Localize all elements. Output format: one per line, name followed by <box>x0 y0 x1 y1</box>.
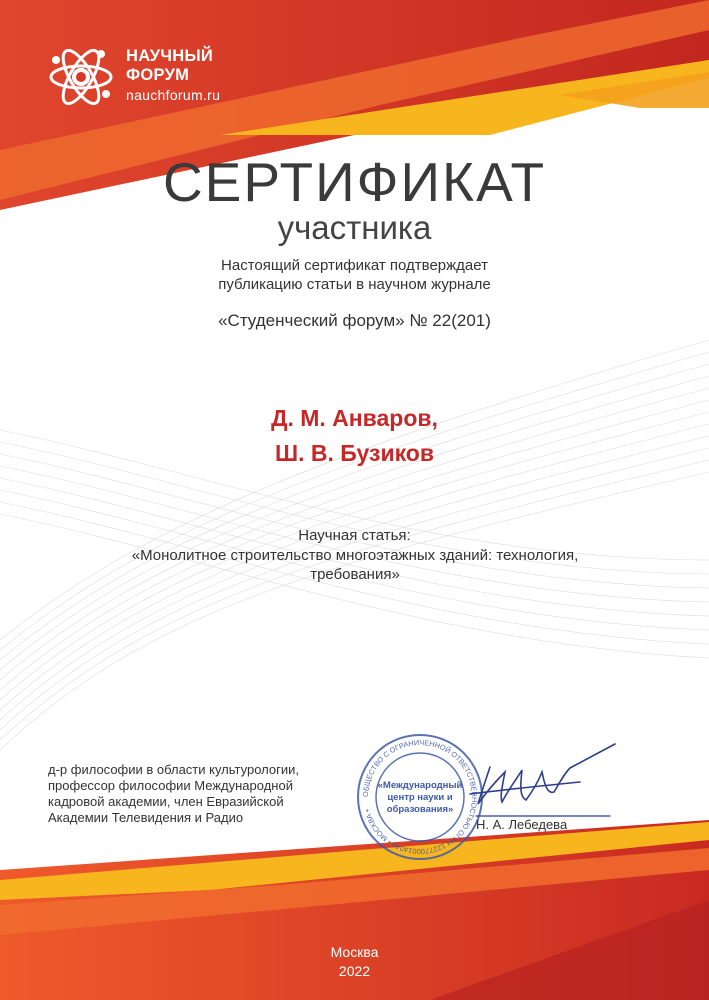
author-name: Ш. В. Бузиков <box>275 440 434 466</box>
authors <box>0 401 709 471</box>
signatory-line: Академии Телевидения и Радио <box>48 810 244 825</box>
logo-url: nauchforum.ru <box>126 87 221 103</box>
article-title-line-1: «Монолитное строительство многоэтажных зданий: технология, <box>131 547 579 564</box>
footer-city: Москва <box>330 944 379 960</box>
stamp-ring-text: ОБЩЕСТВО С ОГРАНИЧЕННОЙ ОТВЕТСТВЕННОСТЬЮ ОГРН 1227700014049 • МОСКВА • <box>360 737 480 857</box>
logo-name-line1: НАУЧНЫЙ <box>126 47 214 65</box>
signatory-line: профессор философии Международной <box>48 778 293 793</box>
stamp-center-line: «Международный <box>377 780 463 791</box>
certificate-title: СЕРТИФИКАТ <box>162 151 547 213</box>
handwritten-signature <box>460 742 620 822</box>
stamp-center-line: центр науки и <box>387 792 453 803</box>
confirmation-line-2: публикацию статьи в научном журнале <box>218 276 491 293</box>
certificate-subtitle: участника <box>277 209 432 246</box>
signatory-description <box>48 762 368 826</box>
signatory-name: Н. А. Лебедева <box>476 817 568 832</box>
logo-name <box>126 47 213 85</box>
signatory-line: кадровой академии, член Евразийской <box>48 794 284 809</box>
article-title-line-2: требования» <box>310 566 400 583</box>
confirmation-text <box>0 256 709 294</box>
footer-year: 2022 <box>338 963 371 979</box>
article-title <box>70 546 640 584</box>
logo <box>46 42 246 112</box>
journal-name: «Студенческий форум» № 22(201) <box>218 311 491 330</box>
confirmation-line-1: Настоящий сертификат подтверждает <box>221 257 488 274</box>
signatory-line: д-р философии в области культурологии, <box>48 762 299 777</box>
article-label: Научная статья: <box>298 527 411 544</box>
stamp-center-line: образования» <box>386 804 454 815</box>
author-name: Д. М. Анваров, <box>271 405 438 431</box>
logo-name-line2: ФОРУМ <box>126 66 190 84</box>
atom-logo-icon <box>46 42 116 112</box>
